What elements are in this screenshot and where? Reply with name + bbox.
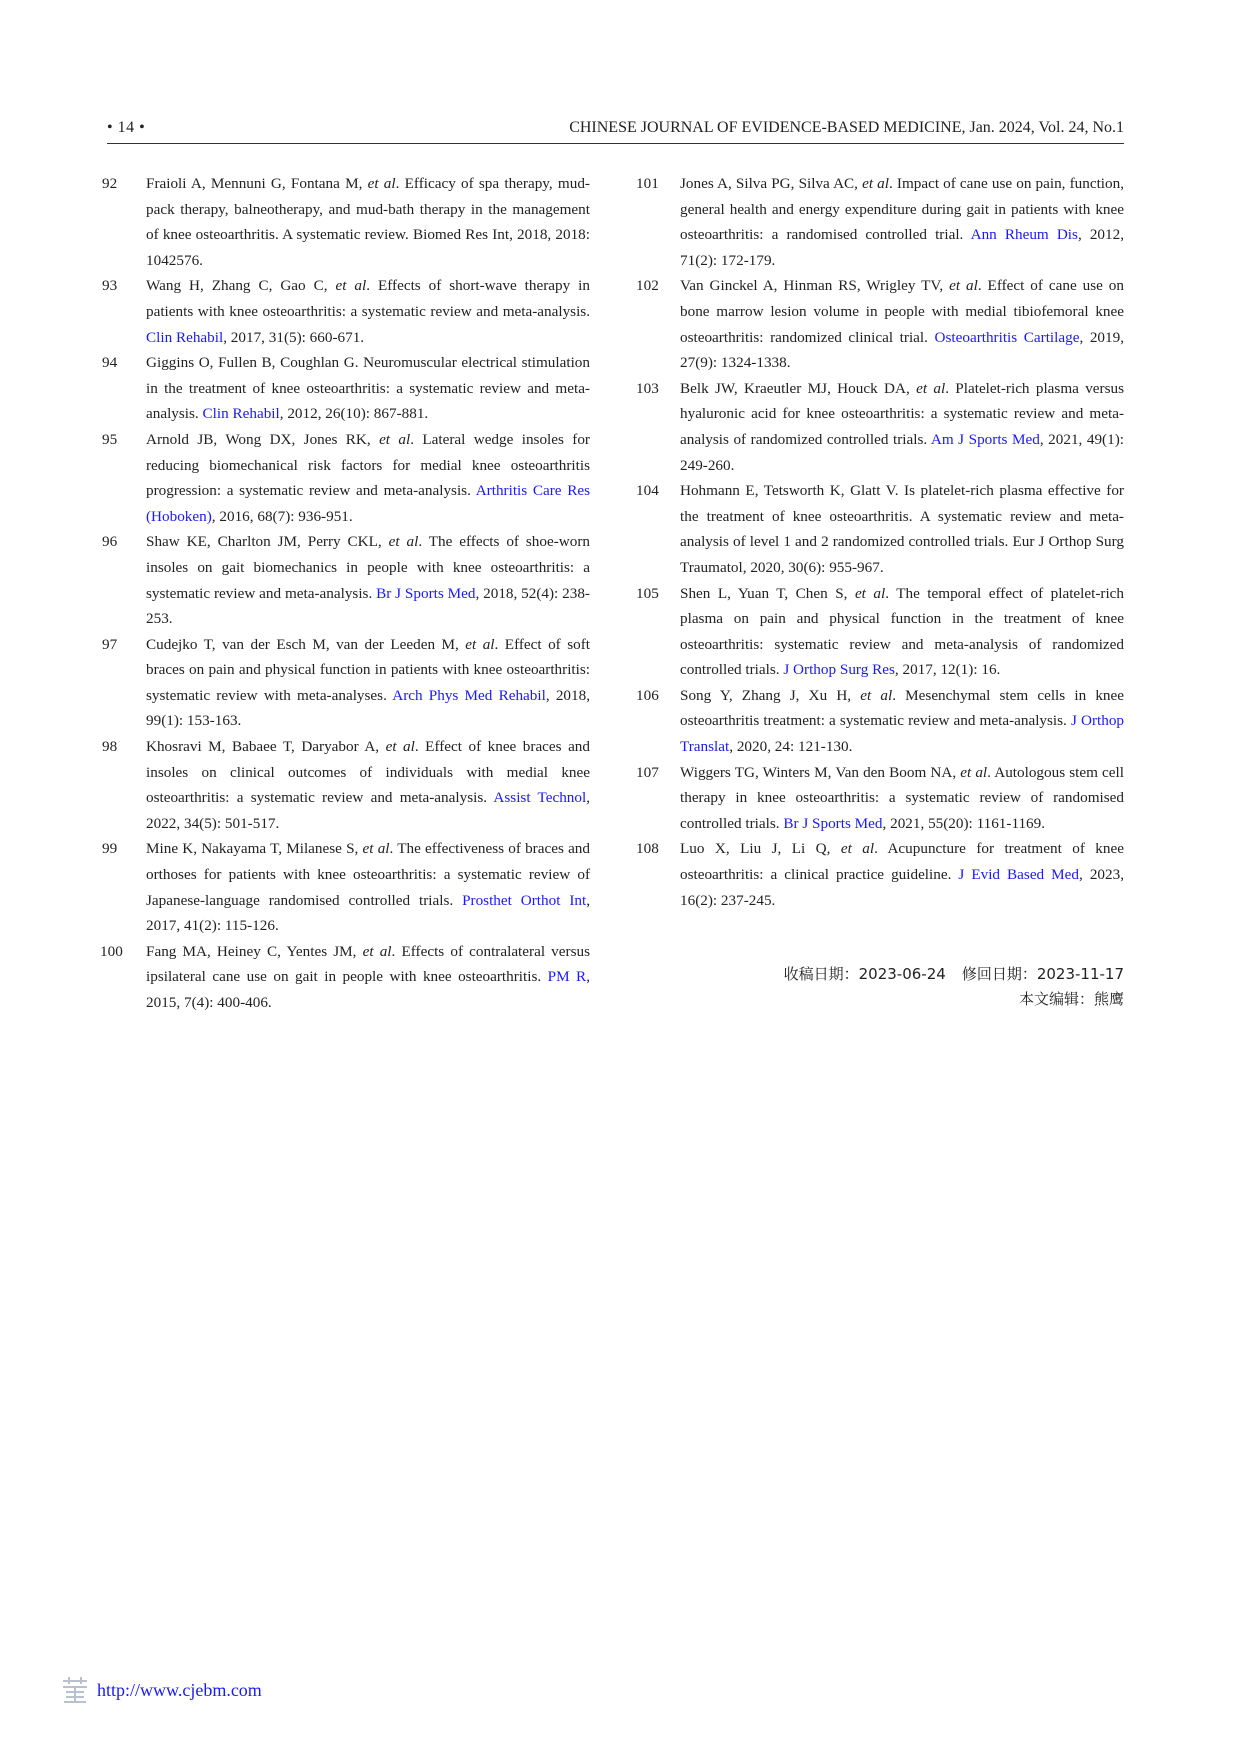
references-right-column [636, 171, 1124, 913]
reference-citation: , 2021, 55(20): 1161-1169. [882, 814, 1046, 832]
reference-item [636, 760, 1124, 837]
reference-authors: Luo X, Liu J, Li Q, [680, 840, 841, 858]
reference-item [636, 581, 1124, 683]
reference-title: . Platelet-rich plasma versus hyaluronic acid for knee osteoarthritis: a systematic review and meta-analysis of randomized controlled trials. [680, 379, 1125, 448]
reference-number: 108 [636, 840, 659, 858]
reference-etal: et al [854, 584, 886, 602]
reference-item [636, 836, 1124, 913]
reference-item [102, 734, 590, 836]
reference-citation: , 2020, 24: 121-130. [729, 738, 853, 756]
reference-number: 105 [636, 584, 659, 602]
reference-journal-link[interactable]: Ann Rheum Dis [970, 226, 1078, 244]
reference-citation: , 2017, 31(5): 660-671. [223, 328, 365, 346]
reference-authors: Arnold JB, Wong DX, Jones RK, [146, 430, 380, 448]
reference-title: . The effectiveness of braces and orthoses for patients with knee osteoarthritis: a systematic review of Japanese-language randomised controlled trials. [146, 840, 590, 909]
reference-number: 93 [102, 277, 118, 295]
reference-journal-link[interactable]: Osteoarthritis Cartilage [934, 328, 1080, 346]
reference-citation: , 2012, 26(10): 867-881. [279, 405, 429, 423]
reference-title: . Efficacy of spa therapy, mud-pack therapy, balneotherapy, and mud-bath therapy in the management of knee osteoarthritis. A systematic review. Biomed Res Int, 2018, 2018: 1042576. [146, 175, 590, 269]
reference-item [636, 376, 1124, 478]
website-link[interactable]: http://www.cjebm.com [97, 1679, 262, 1700]
reference-item [102, 350, 590, 427]
reference-journal-link[interactable]: Prosthet Orthot Int [462, 891, 587, 909]
reference-authors: Hohmann E, Tetsworth K, Glatt V. Is platelet-rich plasma effective for the treatment of knee osteoarthritis. A systematic review and meta-analysis of level 1 and 2 randomized controlled trials. Eur J Orthop Surg Traumatol, 2020, 30(6): 955-967. [680, 482, 1124, 576]
reference-item [102, 529, 590, 631]
reference-citation: , 2017, 12(1): 16. [894, 661, 1001, 679]
running-header [107, 119, 1124, 144]
reference-journal-link[interactable]: Assist Technol [493, 789, 587, 807]
reference-journal-link[interactable]: PM R [547, 968, 587, 986]
website-footer [60, 1674, 262, 1706]
reference-title: . Autologous stem cell therapy in knee osteoarthritis: a systematic review of randomised controlled trials. [680, 763, 1124, 832]
reference-etal: et al [367, 175, 396, 192]
reference-etal: et al [916, 379, 946, 397]
reference-item [102, 632, 590, 734]
reference-authors: Fang MA, Heiney C, Yentes JM, [146, 942, 363, 960]
reference-number: 99 [102, 840, 118, 858]
reference-item [636, 171, 1124, 273]
reference-authors: Wang H, Zhang C, Gao C, [146, 277, 336, 295]
reference-authors: Cudejko T, van der Esch M, van der Leeden M, [146, 635, 466, 653]
reference-citation: , 2023, 16(2): 237-245. [680, 866, 1124, 909]
reference-number: 107 [636, 763, 659, 781]
reference-citation: , 2017, 41(2): 115-126. [146, 891, 590, 935]
journal-logo-icon [60, 1675, 90, 1705]
reference-etal: et al [385, 738, 415, 756]
reference-item [636, 683, 1124, 760]
reference-number: 92 [102, 175, 118, 192]
reference-authors: Shen L, Yuan T, Chen S, [680, 584, 855, 602]
reference-title: . Effects of short-wave therapy in patients with knee osteoarthritis: a systematic review and meta-analysis. [146, 277, 590, 320]
reference-journal-link[interactable]: J Orthop Surg Res [783, 661, 895, 679]
reference-authors: Khosravi M, Babaee T, Daryabor A, [146, 738, 386, 756]
reference-citation: , 2015, 7(4): 400-406. [146, 968, 590, 1011]
reference-authors: Mine K, Nakayama T, Milanese S, [146, 840, 363, 858]
reference-authors: Wiggers TG, Winters M, Van den Boom NA, [680, 763, 961, 781]
reference-number: 102 [636, 277, 659, 295]
reference-item [102, 171, 590, 273]
reference-title: . Acupuncture for treatment of knee osteoarthritis: a clinical practice guideline. [680, 840, 1124, 884]
received-date: 收稿日期：2023-06-24 [783, 965, 946, 983]
reference-journal-link[interactable]: Arch Phys Med Rehabil [392, 686, 546, 704]
reference-title: . Mesenchymal stem cells in knee osteoarthritis treatment: a systematic review and meta-analysis. [680, 686, 1124, 730]
journal-title: CHINESE JOURNAL OF EVIDENCE-BASED MEDICINE, Jan. 2024, Vol. 24, No.1 [569, 119, 1124, 136]
reference-journal-link[interactable]: Br J Sports Med [376, 584, 476, 602]
reference-journal-link[interactable]: J Evid Based Med [958, 866, 1080, 884]
reference-number: 101 [636, 175, 659, 192]
reference-item [102, 427, 590, 529]
reference-citation: , 2016, 68(7): 936-951. [211, 507, 353, 525]
reference-etal: et al [860, 686, 893, 704]
reference-authors: Jones A, Silva PG, Silva AC, [680, 175, 863, 192]
reference-authors: Van Ginckel A, Hinman RS, Wrigley TV, [680, 277, 950, 295]
reference-number: 95 [102, 430, 118, 448]
reference-number: 97 [102, 635, 118, 653]
reference-title: . Effect of soft braces on pain and physical function in patients with knee osteoarthritis: systematic review with meta-analyses. [146, 635, 590, 704]
references-left-column [102, 171, 590, 1016]
reference-authors: Shaw KE, Charlton JM, Perry CKL, [146, 533, 389, 551]
reference-number: 100 [100, 942, 123, 960]
reference-title: . Effect of cane use on bone marrow lesion volume in people with medial tibiofemoral knee osteoarthritis: randomized clinical trial. [680, 277, 1124, 346]
reference-number: 96 [102, 533, 118, 551]
page-number: • 14 • [107, 119, 146, 136]
reference-journal-link[interactable]: Clin Rehabil [146, 328, 224, 346]
reference-number: 106 [636, 686, 659, 704]
reference-item [102, 836, 590, 938]
reference-citation: , 2012, 71(2): 172-179. [680, 226, 1125, 269]
reference-journal-link[interactable]: Clin Rehabil [202, 405, 280, 423]
reference-item [636, 478, 1124, 580]
reference-title: . Effects of contralateral versus ipsilateral cane use on gait in people with knee osteoarthritis. [146, 942, 590, 986]
reference-number: 98 [102, 738, 118, 756]
reference-citation: , 2022, 34(5): 501-517. [146, 789, 591, 832]
reference-item [102, 939, 590, 1016]
reference-journal-link[interactable]: J Orthop Translat [680, 712, 1125, 756]
reference-title: . The temporal effect of platelet-rich plasma on pain and physical function in the treatment of knee osteoarthritis: systematic review and meta-analysis of randomized controlled trials. [680, 584, 1124, 679]
reference-number: 94 [102, 354, 118, 372]
reference-journal-link[interactable]: Arthritis Care Res (Hoboken) [146, 482, 590, 525]
reference-item [636, 273, 1124, 375]
editor-line: 本文编辑：熊鹰 [1018, 990, 1124, 1008]
revised-date: 修回日期：2023-11-17 [961, 965, 1124, 983]
reference-etal: et al [362, 942, 392, 960]
reference-etal: et al [862, 175, 889, 192]
reference-number: 103 [636, 379, 659, 397]
dates-line [784, 962, 1124, 987]
reference-title: . Lateral wedge insoles for reducing biomechanical risk factors for medial knee osteoarthritis progression: a systematic review and meta-analysis. [146, 430, 590, 500]
reference-title: . Impact of cane use on pain, function, general health and energy expenditure during gait in patients with knee osteoarthritis: a randomised controlled trial. [680, 175, 1124, 244]
reference-etal: et al [840, 840, 875, 858]
reference-journal-link[interactable]: Br J Sports Med [783, 814, 883, 832]
reference-etal: et al [465, 635, 495, 653]
reference-number: 104 [636, 482, 659, 500]
reference-item [102, 273, 590, 350]
reference-etal: et al [362, 840, 390, 858]
reference-etal: et al [379, 430, 411, 448]
reference-authors: Belk JW, Kraeutler MJ, Houck DA, [680, 379, 917, 397]
reference-etal: et al [335, 277, 367, 295]
reference-citation: , 2019, 27(9): 1324-1338. [680, 328, 1125, 372]
reference-citation: , 2021, 49(1): 249-260. [680, 430, 1124, 474]
reference-etal: et al [388, 533, 419, 551]
reference-title: . The effects of shoe-worn insoles on gait biomechanics in people with knee osteoarthritis: a systematic review and meta-analysis. [146, 533, 590, 602]
reference-citation: , 2018, 52(4): 238-253. [146, 584, 590, 628]
reference-citation: , 2018, 99(1): 153-163. [146, 686, 590, 730]
article-dates [784, 962, 1124, 1012]
reference-etal: et al [960, 763, 988, 781]
reference-title: . Effect of knee braces and insoles on clinical outcomes of individuals with medial knee osteoarthritis: a systematic review and meta-analysis. [146, 738, 590, 807]
reference-authors: Fraioli A, Mennuni G, Fontana M, [146, 175, 368, 192]
reference-authors: Giggins O, Fullen B, Coughlan G. Neuromuscular electrical stimulation in the treatment of knee osteoarthritis: a systematic review and meta-analysis. [146, 354, 590, 423]
reference-journal-link[interactable]: Am J Sports Med [930, 430, 1040, 448]
reference-etal: et al [949, 277, 978, 295]
reference-authors: Song Y, Zhang J, Xu H, [680, 686, 861, 704]
